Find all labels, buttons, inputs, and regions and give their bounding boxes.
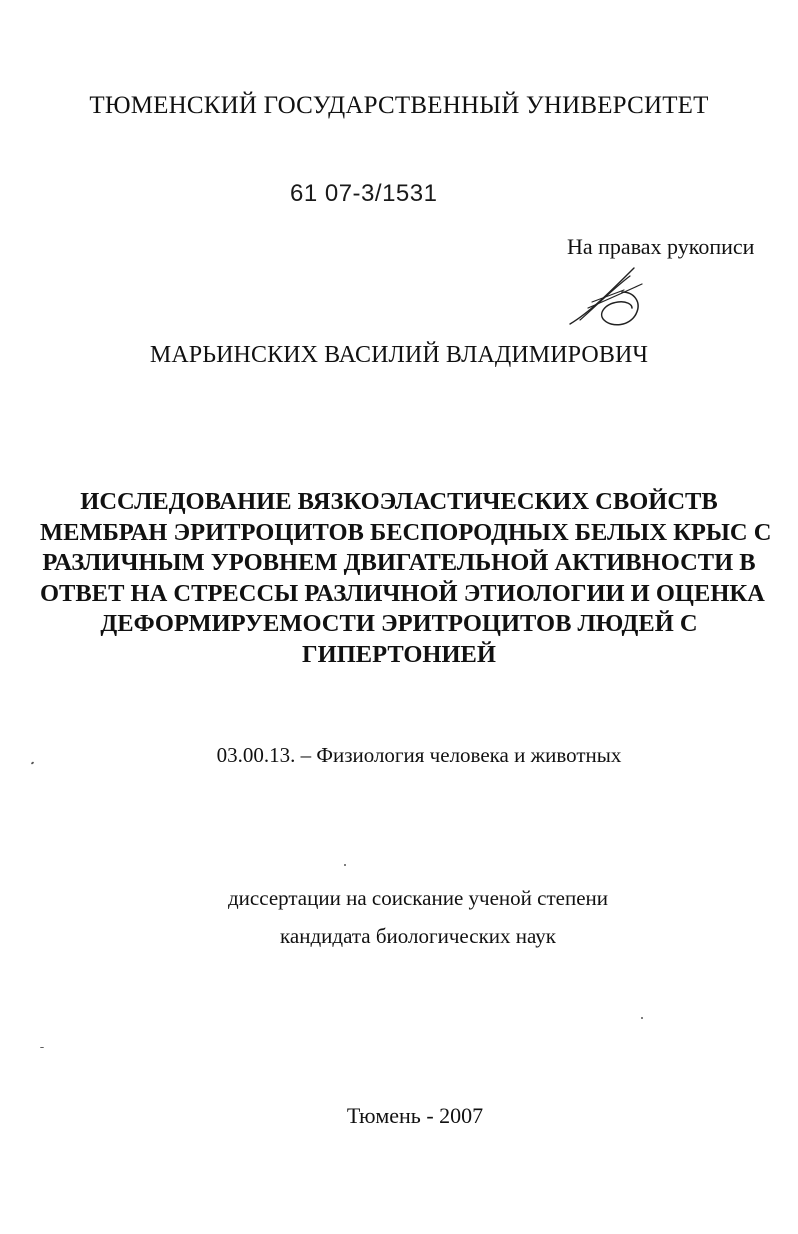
title-line: ОТВЕТ НА СТРЕССЫ РАЗЛИЧНОЙ ЭТИОЛОГИИ И ОЦЕНКА (40, 579, 765, 607)
title-line: ИССЛЕДОВАНИЕ ВЯЗКОЭЛАСТИЧЕСКИХ СВОЙСТВ (80, 488, 718, 515)
archive-stamp-number: 61 07-3/1531 (290, 180, 438, 207)
scan-speck (641, 1017, 643, 1019)
rights-note: На правах рукописи (567, 234, 755, 259)
dissertation-title (40, 487, 772, 670)
scan-speck (344, 864, 346, 866)
author-name: МАРЬИНСКИХ ВАСИЛИЙ ВЛАДИМИРОВИЧ (149, 342, 649, 368)
scan-speck (40, 1047, 44, 1048)
degree-line-1: диссертации на соискание ученой степени (228, 886, 608, 910)
title-line: МЕМБРАН ЭРИТРОЦИТОВ БЕСПОРОДНЫХ БЕЛЫХ КРЫС С (40, 518, 772, 546)
title-line: РАЗЛИЧНЫМ УРОВНЕМ ДВИГАТЕЛЬНОЙ АКТИВНОСТИ В (42, 549, 756, 576)
handwritten-signature-icon (562, 262, 652, 332)
specialty-code: 03.00.13. – Физиология человека и животных (216, 743, 622, 767)
title-line: ГИПЕРТОНИЕЙ (302, 640, 496, 668)
university-name: ТЮМЕНСКИЙ ГОСУДАРСТВЕННЫЙ УНИВЕРСИТЕТ (89, 92, 709, 119)
degree-statement (0, 879, 798, 955)
city-year: Тюмень - 2007 (346, 1103, 484, 1128)
title-line: ДЕФОРМИРУЕМОСТИ ЭРИТРОЦИТОВ ЛЮДЕЙ С (100, 610, 698, 637)
degree-line-2: кандидата биологических наук (280, 924, 556, 948)
